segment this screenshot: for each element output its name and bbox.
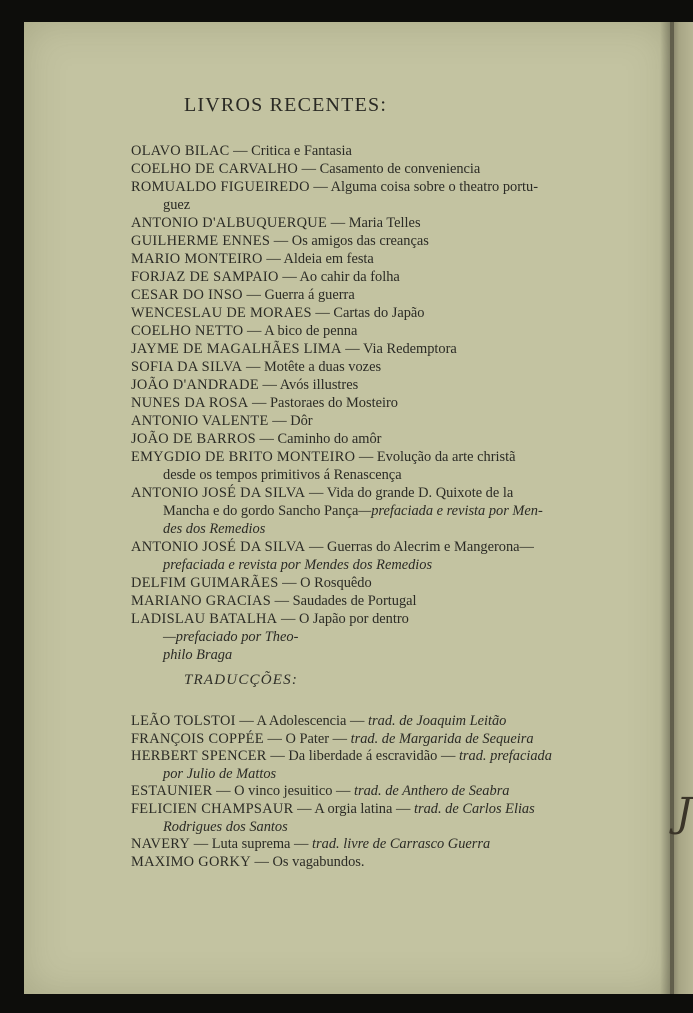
book-author: MARIANO GRACIAS [131,593,272,609]
book-author: MARIO MONTEIRO [131,251,263,267]
book-author: EMYGDIO DE BRITO MONTEIRO [131,449,356,465]
book-title: Evolução da arte christã [376,449,516,465]
entry-continuation [131,766,607,784]
translation-author: FELICIEN CHAMPSAUR [131,800,294,817]
translation-entry: ESTAUNIER — O vinco jesuitico — trad. de Anthero de Seabra [131,783,510,800]
book-title: A bico de penna [264,323,358,339]
recent-books-list [131,142,607,664]
editor-note: —prefaciado por Theo- [163,629,299,645]
translator: trad. livre de Carrasco Guerra [312,836,491,853]
book-author: LADISLAU BATALHA [131,611,278,627]
book-author: WENCESLAU DE MORAES [131,305,312,321]
translation-author: ESTAUNIER [131,783,213,800]
editor-note: —prefaciada e revista por Men- [358,503,543,519]
book-title: Pastoraes do Mosteiro [270,395,398,411]
book-entry: ROMUALDO FIGUEIREDO — Alguma coisa sobre o theatro portu- guez [131,178,607,214]
book-entry: DELFIM GUIMARÃES — O Rosquêdo [131,575,372,591]
book-entry: MARIO MONTEIRO — Aldeia em festa [131,251,374,267]
translation-title: A orgia latina [314,800,393,817]
translation-title: A Adolescencia [256,713,347,729]
book-author: DELFIM GUIMARÃES [131,575,279,591]
editor-note-continued: des dos Remedios [163,521,266,537]
book-title: Caminho do amôr [277,431,382,447]
book-title: Guerras do Alecrim e Mangerona— [326,539,534,555]
translation-author: NAVERY [131,836,191,853]
margin-ink-mark: J [676,790,693,836]
translation-entry: MAXIMO GORKY — Os vagabundos. [131,853,365,870]
book-author: JOÃO DE BARROS [131,431,256,447]
book-title: Aldeia em festa [283,251,374,267]
book-author: ANTONIO D'ALBUQUERQUE [131,215,328,231]
book-title: Alguma coisa sobre o theatro portu- [330,179,538,195]
book-title: O Rosquêdo [300,575,372,591]
book-author: ROMUALDO FIGUEIREDO [131,179,310,195]
translation-title: O vinco jesuitico [234,783,333,800]
translations-heading: TRADUCÇÕES: [184,672,299,688]
book-author: FORJAZ DE SAMPAIO [131,269,279,285]
book-author: CESAR DO INSO [131,287,243,303]
page-heading: LIVROS RECENTES: [184,94,388,116]
book-entry: ANTONIO JOSÉ DA SILVA — Vida do grande D. Quixote de la Mancha e do gordo Sancho Pança—prefaciada e revista por Men- des dos Remedios [131,484,607,538]
book-title: Os amigos das creanças [291,233,429,249]
book-entry: LADISLAU BATALHA — O Japão por dentro —prefaciado por Theo- philo Braga [131,610,607,664]
translator: trad. de Joaquim Leitão [368,713,507,729]
book-title: Casamento de conveniencia [319,161,481,177]
translation-title: Os vagabundos. [272,853,365,870]
translation-entry: FRANÇOIS COPPÉE — O Pater — trad. de Margarida de Sequeira [131,730,534,747]
book-author: COELHO DE CARVALHO [131,161,299,177]
book-title: Motête a duas vozes [263,359,382,375]
book-author: ANTONIO JOSÉ DA SILVA [131,485,306,501]
book-entry: JOÃO DE BARROS — Caminho do amôr [131,431,382,447]
translator: trad. de Margarida de Sequeira [350,730,534,747]
translation-author: FRANÇOIS COPPÉE [131,730,264,747]
entry-continuation [131,466,607,484]
translation-entry: HERBERT SPENCER — Da liberdade á escravidão — trad. prefaciada por Julio de Mattos [131,748,607,783]
book-title: Ao cahir da folha [299,269,400,285]
translator: trad. de Carlos Elias [414,800,535,817]
editor-note-continued: philo Braga [163,647,233,663]
book-entry: MARIANO GRACIAS — Saudades de Portugal [131,593,417,609]
book-title-continued: guez [163,197,191,213]
book-author: JAYME DE MAGALHÃES LIMA [131,341,342,357]
translation-author: MAXIMO GORKY [131,853,251,870]
book-author: ANTONIO VALENTE [131,413,269,429]
translation-entry: NAVERY — Luta suprema — trad. livre de Carrasco Guerra [131,836,491,853]
book-entry: CESAR DO INSO — Guerra á guerra [131,287,355,303]
translation-author: LEÃO TOLSTOI [131,713,236,729]
editor-note-continued: prefaciada e revista por Mendes dos Remedios [163,557,433,573]
book-author: OLAVO BILAC [131,143,230,159]
translation-title: Luta suprema [211,836,291,853]
book-entry: COELHO NETTO — A bico de penna [131,323,358,339]
book-title: Guerra á guerra [264,287,355,303]
translation-entry: FELICIEN CHAMPSAUR — A orgia latina — trad. de Carlos Elias Rodrigues dos Santos [131,801,607,836]
book-title: Via Redemptora [362,341,457,357]
book-title-continued: Mancha e do gordo Sancho Pança [163,503,359,519]
book-author: JOÃO D'ANDRADE [131,377,259,393]
book-title: Avós illustres [279,377,359,393]
book-entry: WENCESLAU DE MORAES — Cartas do Japão [131,305,425,321]
book-title: Cartas do Japão [333,305,425,321]
entry-continuation [131,556,607,574]
gutter-shadow [660,22,674,994]
translation-entry: LEÃO TOLSTOI — A Adolescencia — trad. de Joaquim Leitão [131,713,507,729]
entry-continuation [131,502,607,538]
translator-continued: Rodrigues dos Santos [163,818,288,835]
book-author: GUILHERME ENNES [131,233,271,249]
translations-list [131,713,607,871]
book-author: NUNES DA ROSA [131,395,249,411]
entry-continuation [131,819,607,837]
book-entry: EMYGDIO DE BRITO MONTEIRO — Evolução da arte christã desde os tempos primitivos á Renascença [131,448,607,484]
entry-continuation [131,628,607,664]
translator: trad. de Anthero de Seabra [354,783,510,800]
book-author: SOFIA DA SILVA [131,359,243,375]
translation-title: Da liberdade á escravidão [288,748,438,765]
book-author: ANTONIO JOSÉ DA SILVA [131,539,306,555]
book-entry: JAYME DE MAGALHÃES LIMA — Via Redemptora [131,341,457,357]
book-entry: GUILHERME ENNES — Os amigos das creanças [131,233,429,249]
book-title: Saudades de Portugal [292,593,417,609]
book-title: Dôr [290,413,313,429]
book-title: Vida do grande D. Quixote de la [326,485,514,501]
translator: trad. prefaciada [458,748,552,765]
book-title-continued: desde os tempos primitivos á Renascença [163,467,402,483]
book-entry: SOFIA DA SILVA — Motête a duas vozes [131,359,382,375]
translation-title: O Pater [285,730,330,747]
book-entry: ANTONIO VALENTE — Dôr [131,413,313,429]
translation-author: HERBERT SPENCER [131,748,267,765]
book-entry: ANTONIO D'ALBUQUERQUE — Maria Telles [131,215,421,231]
book-author: COELHO NETTO [131,323,244,339]
book-entry: FORJAZ DE SAMPAIO — Ao cahir da folha [131,269,400,285]
book-entry: OLAVO BILAC — Critica e Fantasia [131,143,352,159]
book-entry: JOÃO D'ANDRADE — Avós illustres [131,377,359,393]
book-title: Maria Telles [348,215,421,231]
entry-continuation [131,196,607,214]
book-entry: NUNES DA ROSA — Pastoraes do Mosteiro [131,395,398,411]
book-entry: ANTONIO JOSÉ DA SILVA — Guerras do Alecrim e Mangerona— prefaciada e revista por Mendes dos Remedios [131,538,607,574]
book-title: Critica e Fantasia [251,143,352,159]
book-title: O Japão por dentro [298,611,409,627]
translator-continued: por Julio de Mattos [163,765,277,782]
book-entry: COELHO DE CARVALHO — Casamento de conveniencia [131,161,481,177]
